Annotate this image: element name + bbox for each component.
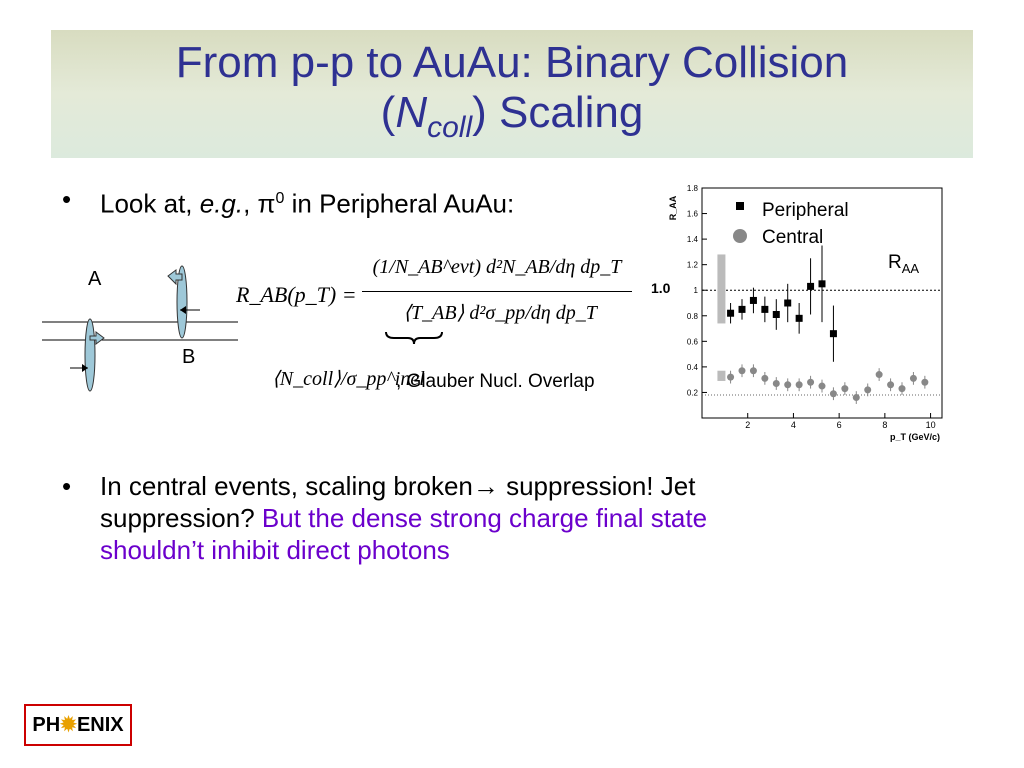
legend-central-label: Central [762,227,824,248]
phenix-logo [24,704,132,746]
bullet1-pi: , π [243,188,276,219]
peripheral-point [739,306,746,313]
central-point [807,379,814,386]
y-tick-label: 1.4 [686,235,698,245]
central-point [887,381,894,388]
legend-central-marker [733,229,747,243]
central-point [864,386,871,393]
title-sub: coll [427,110,473,144]
title-n: N [395,88,428,137]
bullet2-purple2: shouldn’t inhibit direct photons [100,535,450,565]
central-point [910,375,917,382]
title-line1: From p-p to AuAu: Binary Collision [175,38,849,87]
central-point [819,383,826,390]
central-point [876,371,883,378]
peripheral-sys-box [717,254,725,323]
bullet-dot: • [62,184,72,214]
peripheral-point [819,280,826,287]
central-point [921,379,928,386]
central-point [796,381,803,388]
label-a: A [88,268,102,290]
underbrace-icon [384,330,444,346]
y-tick-label: 0.8 [686,311,698,321]
peripheral-point [773,311,780,318]
slide-title [51,38,973,153]
bullet-1 [62,183,515,220]
peripheral-point [761,306,768,313]
central-point [750,367,757,374]
raa-label-r: R [888,252,902,273]
logo-text-left: PH [32,714,61,736]
bullet2-line1b: suppression! Jet [498,471,696,501]
raa-label [888,252,919,276]
sun-icon: ✹ [60,714,77,736]
formula-lhs: R_AB(p_T) = [236,282,357,307]
y-tick-label: 0.4 [686,362,698,372]
bullet1-pre: Look at, [100,188,200,219]
bullet-2 [62,470,708,566]
central-point [761,375,768,382]
legend-peripheral-marker [736,202,744,210]
y-tick-label: 1.6 [686,209,698,219]
central-point [773,380,780,387]
y-tick-label: 1 [693,286,698,296]
central-sys-box [717,371,725,381]
y-tick-label: 1.2 [686,260,698,270]
bullet2-purple1: But the dense strong charge final state [261,503,708,533]
peripheral-point [727,310,734,317]
y-tick-label: 1.8 [686,184,698,193]
x-tick-label: 6 [836,420,842,430]
glauber-label: , Glauber Nucl. Overlap [396,371,595,392]
raa-plot [664,180,956,442]
x-axis-label: p_T (GeV/c) [889,432,940,442]
bullet2-line1: In central events, scaling broken [100,471,473,501]
bullet1-post: in Peripheral AuAu: [284,188,515,219]
peripheral-point [830,330,837,337]
peripheral-point [784,300,791,307]
label-b: B [182,346,196,368]
formula-denominator: ⟨T_AB⟩ d²σ_pp/dη dp_T [403,302,597,324]
formula-numerator: (1/N_AB^evt) d²N_AB/dη dp_T [372,256,622,278]
central-point [853,394,860,401]
x-tick-label: 4 [790,420,796,430]
logo-text-right: ENIX [76,714,124,736]
fraction-bar [362,291,632,292]
x-tick-label: 8 [882,420,888,430]
x-tick-label: 10 [925,420,936,430]
title-line2: ) Scaling [472,88,644,137]
central-point [739,367,746,374]
x-tick-label: 2 [745,420,751,430]
bullet1-sup: 0 [275,190,285,207]
y-tick-label: 0.2 [686,388,698,398]
one-label: 1.0 [651,280,671,296]
central-point [899,385,906,392]
y-axis-label: R_AA [668,195,678,221]
bullet-dot: • [62,471,72,501]
peripheral-point [807,283,814,290]
legend-peripheral-label: Peripheral [762,200,849,221]
right-arrow-icon: → [472,471,499,501]
central-point [830,390,837,397]
raa-label-sub: AA [901,260,920,276]
bullet2-line2: suppression? [100,503,262,533]
bullet1-eg: e.g. [199,188,244,219]
central-point [841,385,848,392]
nucleus-a-disk [85,319,95,391]
formula-ncoll: ⟨N_coll⟩/σ_pp^inel [272,368,425,390]
collision-diagram [40,260,240,395]
central-point [727,374,734,381]
y-tick-label: 0.6 [686,337,698,347]
peripheral-point [750,297,757,304]
central-point [784,381,791,388]
peripheral-point [796,315,803,322]
title-banner [51,30,973,158]
title-paren: ( [380,88,396,137]
